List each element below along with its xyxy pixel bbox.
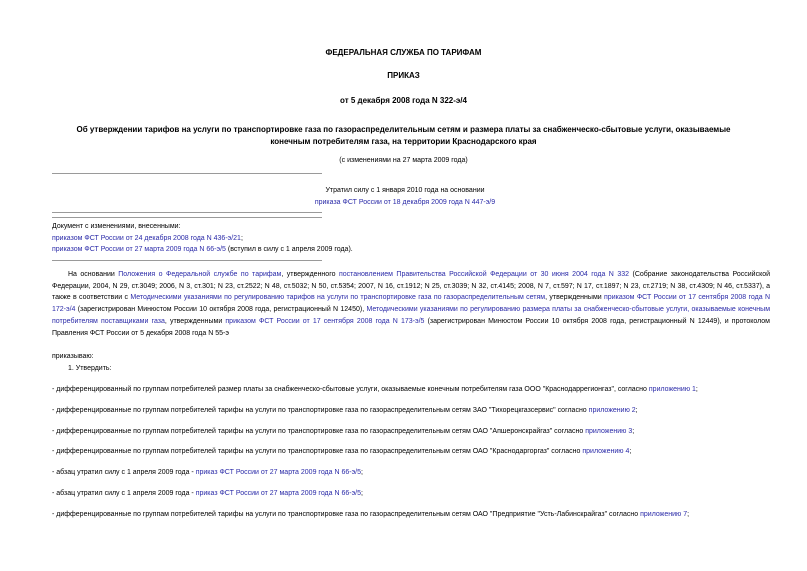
order-verb: приказываю: <box>52 353 94 360</box>
order-subitem <box>52 469 363 476</box>
change-link-2-tail: (вступил в силу с 1 апреля 2009 года). <box>225 246 353 253</box>
divider <box>52 260 322 261</box>
change-link-1[interactable]: приказом ФСТ России от 24 декабря 2008 года N 436-э/21 <box>52 234 241 242</box>
document-title-line-2: конечным потребителям газа, на территории Краснодарского края <box>270 137 537 146</box>
changes-intro: Документ с изменениями, внесенными: <box>52 223 181 230</box>
agency-name: ФЕДЕРАЛЬНАЯ СЛУЖБА ПО ТАРИФАМ <box>325 48 482 57</box>
subitem-text: - абзац утратил силу с 1 апреля 2009 года - <box>52 469 196 476</box>
order-subitem <box>52 511 689 518</box>
preamble-paragraph <box>52 269 770 339</box>
preamble-link[interactable]: постановлением Правительства Российской Федерации от 30 июня 2004 года N 332 <box>338 271 630 278</box>
subitem-text: - дифференцированный по группам потребителей размер платы за снабженческо-сбытовые услуги, оказываемые конечным потребителям газа ООО "Краснодаррегионгаз", согласно <box>52 386 649 393</box>
appendix-link[interactable]: приложению 1 <box>648 386 696 393</box>
preamble-link[interactable]: приказом ФСТ России от 17 сентября 2008 года N 172-э/4 <box>52 294 771 314</box>
subitem-text: - дифференцированные по группам потребителей тарифы на услуги по транспортировке газа по газораспределительным сетям ОАО "Краснодаргоргаз" согласно <box>52 448 583 455</box>
subitem-tail: ; <box>632 428 635 435</box>
document-title <box>0 124 807 148</box>
lost-force-notice <box>240 185 570 209</box>
preamble-link[interactable]: Методическими указаниями по регулированию тарифов на услуги по транспортировке газа по газораспределительным сетям <box>130 294 546 302</box>
changes-line-2 <box>52 244 412 256</box>
subitem-text: - абзац утратил силу с 1 апреля 2009 года - <box>52 490 196 497</box>
divider <box>52 212 322 213</box>
lost-force-link[interactable]: приказа ФСТ России от 18 декабря 2009 года N 447-э/9 <box>314 199 496 206</box>
changes-line-1 <box>52 233 412 245</box>
preamble-text: На основании <box>68 271 119 278</box>
preamble-text: (зарегистрирован Минюстом России 10 октября 2008 года, регистрационный N 12449), и протоколом Правления ФСТ России от 5 декабря 2008 года N 55-э <box>52 317 770 337</box>
lost-force-text: Утратил силу с 1 января 2010 года на основании <box>325 187 485 194</box>
appendix-link[interactable]: приложению 2 <box>588 407 636 414</box>
subitem-tail: ; <box>361 490 363 497</box>
subitem-tail: ; <box>635 407 638 414</box>
subitem-tail: ; <box>687 511 690 518</box>
repeal-link[interactable]: приказ ФСТ России от 27 марта 2009 года N 66-э/5 <box>195 490 362 497</box>
preamble-link[interactable]: приказом ФСТ России от 17 сентября 2008 года N 173-э/5 <box>225 317 425 325</box>
subitem-tail: ; <box>695 386 698 393</box>
amendments-note: (с изменениями на 27 марта 2009 года) <box>339 157 468 164</box>
change-link-2[interactable]: приказом ФСТ России от 27 марта 2009 года N 66-э/5 <box>52 246 226 253</box>
appendix-link[interactable]: приложению 3 <box>585 428 633 435</box>
preamble-text: (Собрание законодательства Российской Федерации, 2004, N 29, ст.3049; 2006, N 3, ст.301; N 23, ст.2522; N 48, ст.5032; N 50, ст.5354; 2007, N 16, ст.1912; N 25, ст.3039; N 32, ст.4145; 2008, N 7, ст.597; N 17, ст.1897; N 23, ст.2719; N 38, ст.4309; N 46, ст.5337), а также в соответствии с <box>52 271 771 302</box>
preamble-text: , утвержденными <box>164 317 226 325</box>
order-subitem <box>52 448 631 455</box>
document-type: ПРИКАЗ <box>387 71 420 80</box>
preamble-text: , утвержденного <box>281 271 339 278</box>
subitem-text: - дифференцированные по группам потребителей тарифы на услуги по транспортировке газа по газораспределительным сетям ЗАО "Тихорецкгазсервис" согласно <box>52 407 589 414</box>
change-link-1-tail: ; <box>240 234 243 242</box>
document-date-number: от 5 декабря 2008 года N 322-э/4 <box>340 96 467 105</box>
document-title-line-1: Об утверждении тарифов на услуги по транспортировке газа по газораспределительным сетям и размера платы за снабженческо-сбытовые услуги, оказываемые <box>76 125 731 134</box>
preamble-text: , утвержденными <box>545 294 605 302</box>
preamble-link[interactable]: Положения о Федеральной службе по тарифам <box>118 271 282 278</box>
order-item-1: 1. Утвердить: <box>68 365 112 372</box>
repeal-link[interactable]: приказ ФСТ России от 27 марта 2009 года N 66-э/5 <box>195 469 362 476</box>
order-subitem <box>52 386 698 393</box>
subitem-tail: ; <box>361 469 363 476</box>
preamble-link[interactable]: Методическими указаниями по регулированию размера платы за снабженческо-сбытовые услуги, оказываемые конечным потребителям поставщиками газа <box>52 306 771 325</box>
appendix-link[interactable]: приложению 7 <box>640 511 688 518</box>
preamble-text: (зарегистрирован Минюстом России 10 октября 2008 года, регистрационный N 12450), <box>75 306 367 314</box>
subitem-tail: ; <box>629 448 632 455</box>
divider <box>52 217 322 218</box>
subitem-text: - дифференцированные по группам потребителей тарифы на услуги по транспортировке газа по газораспределительным сетям ОАО "Предприятие "Усть-Лабинскрайгаз" согласно <box>52 511 641 518</box>
order-subitem <box>52 490 363 497</box>
divider <box>52 173 322 174</box>
appendix-link[interactable]: приложению 4 <box>582 448 630 455</box>
order-subitem <box>52 428 634 435</box>
order-subitem <box>52 407 638 414</box>
subitem-text: - дифференцированные по группам потребителей тарифы на услуги по транспортировке газа по газораспределительным сетям ОАО "Апшеронскрайгаз" согласно <box>52 428 586 435</box>
changes-block <box>52 221 412 256</box>
